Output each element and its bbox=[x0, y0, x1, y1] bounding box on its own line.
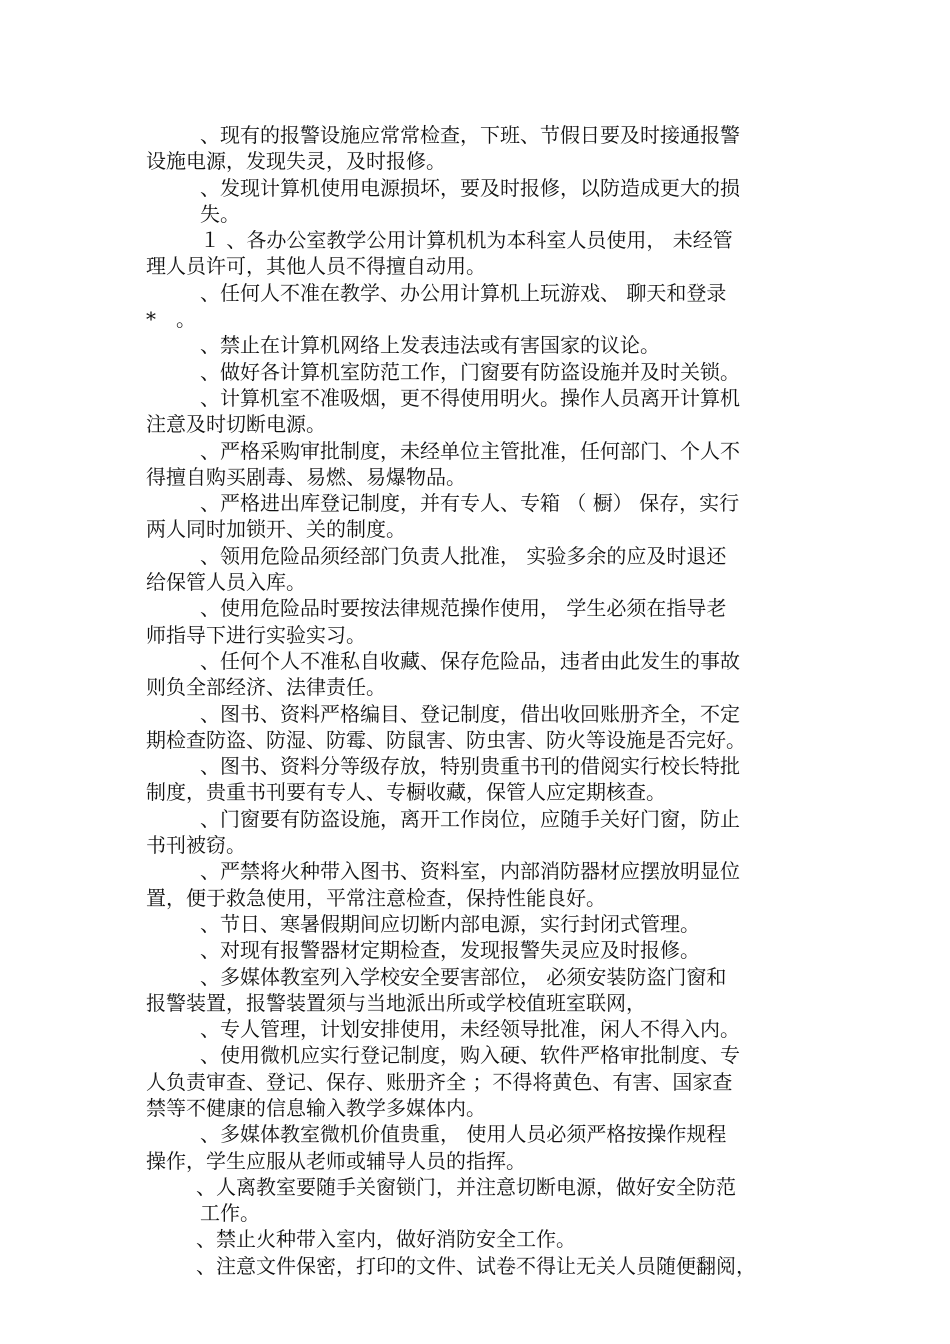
document-line: 失。 bbox=[200, 201, 240, 226]
document-line: 置，便于救急使用，平常注意检查，保持性能良好。 bbox=[146, 885, 606, 910]
document-line: 注意及时切断电源。 bbox=[146, 412, 326, 437]
document-line: 、图书、资料严格编目、登记制度，借出收回账册齐全，不定 bbox=[200, 701, 740, 726]
document-line: 、做好各计算机室防范工作，门窗要有防盗设施并及时关锁。 bbox=[200, 359, 740, 384]
document-line: １ 、各办公室教学公用计算机机为本科室人员使用， 未经管 bbox=[200, 228, 733, 253]
document-line: 期检查防盗、防湿、防霉、防鼠害、防虫害、防火等设施是否完好。 bbox=[146, 727, 746, 752]
document-line: 、禁止在计算机网络上发表违法或有害国家的议论。 bbox=[200, 333, 660, 358]
document-line: 操作，学生应服从老师或辅导人员的指挥。 bbox=[146, 1148, 526, 1173]
document-line: 、任何人不准在教学、办公用计算机上玩游戏、 聊天和登录 bbox=[200, 280, 727, 305]
document-line: 、多媒体教室列入学校安全要害部位， 必须安装防盗门窗和 bbox=[200, 964, 727, 989]
document-line: 、使用危险品时要按法律规范操作使用， 学生必须在指导老 bbox=[200, 596, 727, 621]
document-line: * 。 bbox=[146, 307, 196, 332]
document-line: 、禁止火种带入室内，做好消防安全工作。 bbox=[196, 1227, 576, 1252]
document-line: 、领用危险品须经部门负责人批准， 实验多余的应及时退还 bbox=[200, 543, 727, 568]
document-body bbox=[146, 122, 810, 1279]
document-line: 工作。 bbox=[200, 1201, 260, 1226]
document-line: 人负责审查、登记、保存、账册齐全 ；不得将黄色、有害、国家查 bbox=[146, 1069, 733, 1094]
document-line: 制度，贵重书刊要有专人、专橱收藏，保管人应定期核查。 bbox=[146, 780, 666, 805]
document-line: 两人同时加锁开、关的制度。 bbox=[146, 517, 406, 542]
document-line: 、图书、资料分等级存放，特别贵重书刊的借阅实行校长特批 bbox=[200, 754, 740, 779]
document-line: 、严格采购审批制度，未经单位主管批准，任何部门、个人不 bbox=[200, 438, 740, 463]
document-line: 、节日、寒暑假期间应切断内部电源，实行封闭式管理。 bbox=[200, 911, 700, 936]
document-line: 、人离教室要随手关窗锁门，并注意切断电源，做好安全防范 bbox=[196, 1174, 736, 1199]
document-line: 禁等不健康的信息输入教学多媒体内。 bbox=[146, 1095, 486, 1120]
document-line: 、任何个人不准私自收藏、保存危险品，违者由此发生的事故 bbox=[200, 648, 740, 673]
document-line: 得擅自购买剧毒、易燃、易爆物品。 bbox=[146, 464, 466, 489]
document-line: 、对现有报警器材定期检查，发现报警失灵应及时报修。 bbox=[200, 938, 700, 963]
document-line: 、严禁将火种带入图书、资料室，内部消防器材应摆放明显位 bbox=[200, 859, 740, 884]
document-line: 、注意文件保密，打印的文件、试卷不得让无关人员随便翻阅， bbox=[196, 1253, 756, 1278]
document-line: 、门窗要有防盗设施，离开工作岗位，应随手关好门窗，防止 bbox=[200, 806, 740, 831]
document-line: 、发现计算机使用电源损坏，要及时报修，以防造成更大的损 bbox=[200, 175, 740, 200]
document-line: 报警装置，报警装置须与当地派出所或学校值班室联网， bbox=[146, 990, 646, 1015]
document-line: 师指导下进行实验实习。 bbox=[146, 622, 366, 647]
document-line: 、多媒体教室微机价值贵重， 使用人员必须严格按操作规程 bbox=[200, 1122, 727, 1147]
document-line: 理人员许可，其他人员不得擅自动用。 bbox=[146, 254, 486, 279]
document-line: 书刊被窃。 bbox=[146, 833, 246, 858]
document-line: 、计算机室不准吸烟，更不得使用明火。操作人员离开计算机 bbox=[200, 385, 740, 410]
document-line: 给保管人员入库。 bbox=[146, 570, 306, 595]
document-line: 、专人管理，计划安排使用，未经领导批准，闲人不得入内。 bbox=[200, 1017, 740, 1042]
document-line: 设施电源，发现失灵，及时报修。 bbox=[146, 149, 446, 174]
document-line: 、严格进出库登记制度，并有专人、专箱 （ 橱） 保存，实行 bbox=[200, 491, 740, 516]
document-line: 则负全部经济、法律责任。 bbox=[146, 675, 386, 700]
document-line: 、使用微机应实行登记制度，购入硬、软件严格审批制度、专 bbox=[200, 1043, 740, 1068]
document-line: 、现有的报警设施应常常检查，下班、节假日要及时接通报警 bbox=[200, 123, 740, 147]
